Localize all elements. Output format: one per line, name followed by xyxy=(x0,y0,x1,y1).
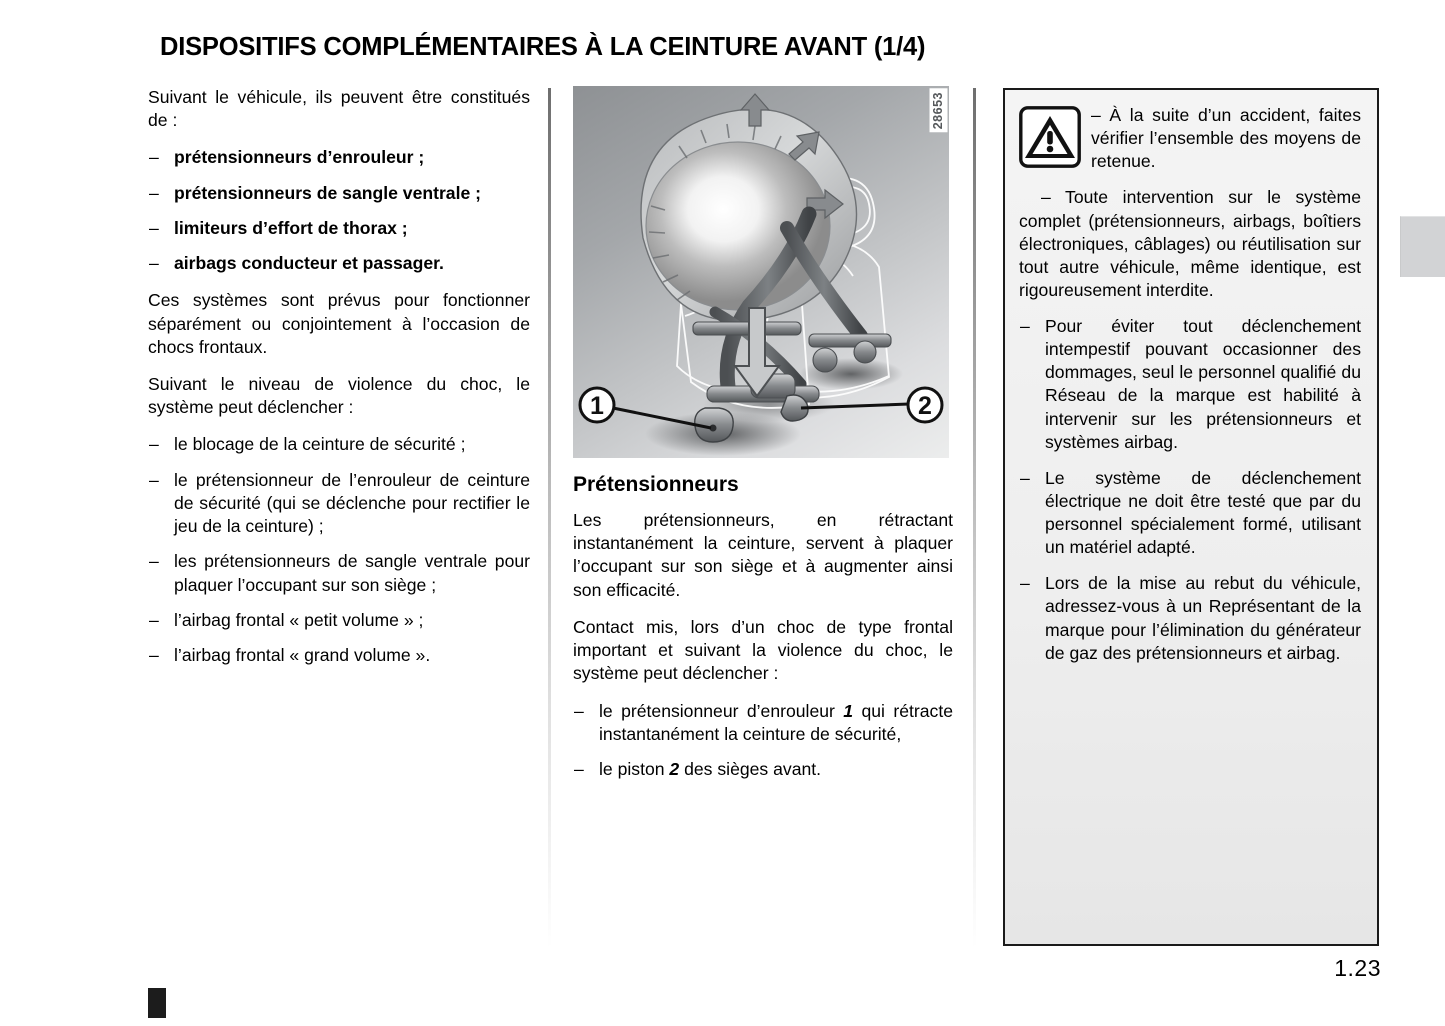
list-item-label: le blocage de la ceinture de sécurité ; xyxy=(174,434,466,455)
list-item-text-pre: le piston xyxy=(599,758,670,779)
callout-marker-1 xyxy=(580,388,614,422)
warning-box xyxy=(1003,88,1379,946)
column-divider-right xyxy=(973,88,976,948)
image-reference-number: 28653 xyxy=(930,88,948,132)
dash-marker: – xyxy=(149,551,159,572)
list-item xyxy=(573,700,953,746)
dash-marker: – xyxy=(149,217,159,238)
dash-marker: – xyxy=(149,182,159,203)
intro-paragraph: Suivant le véhicule, ils peuvent être constitués de : xyxy=(148,87,530,131)
list-item-label: les prétensionneurs de sangle ventrale pour plaquer l’occupant sur son siège ; xyxy=(174,551,530,595)
section-heading-pretensioners: Prétensionneurs xyxy=(573,473,739,496)
dash-marker: – xyxy=(1020,573,1030,594)
list-item-text-post: des sièges avant. xyxy=(679,758,822,779)
dash-marker: – xyxy=(574,758,584,779)
page-number: 1.23 xyxy=(1334,955,1381,981)
list-item xyxy=(573,758,953,781)
dash-marker: – xyxy=(574,700,584,721)
svg-text:2: 2 xyxy=(918,392,932,420)
pretensioners-paragraph-1: Les prétensionneurs, en rétractant instantanément la ceinture, servent à plaquer l’occupant sur son siège et à augmenter ainsi son efficacité. xyxy=(573,510,953,600)
list-item-label: l’airbag frontal « petit volume » ; xyxy=(174,609,424,630)
callout-marker-2 xyxy=(908,388,942,422)
middle-text-column xyxy=(573,473,953,795)
pretensioner-airbag-illustration xyxy=(573,86,949,458)
components-list xyxy=(148,146,530,275)
list-item xyxy=(1019,315,1361,454)
triggers-list xyxy=(148,433,530,667)
list-item-label: prétensionneurs de sangle ventrale ; xyxy=(174,182,482,203)
list-item-text-pre: le prétensionneur d’enrouleur xyxy=(599,700,844,721)
left-text-column xyxy=(148,86,530,681)
corner-registration-mark xyxy=(148,988,166,1018)
list-item xyxy=(148,217,530,240)
list-item-label: Pour éviter tout déclenchement intempestif pouvant occasionner des dommages, seul le personnel qualifié du Réseau de la marque est habilité à intervenir sur les prétensionneurs et systèmes airbag. xyxy=(1045,316,1361,452)
list-item xyxy=(148,550,530,596)
pretensioner-trigger-list xyxy=(573,700,953,782)
list-item-label: Lors de la mise au rebut du véhicule, adressez-vous à un Représentant de la marque pour l’élimination du générateur de gaz des prétensionneurs et airbag. xyxy=(1045,573,1361,663)
warning-first-block xyxy=(1019,104,1361,186)
dash-marker: – xyxy=(149,609,159,630)
warning-list xyxy=(1019,315,1361,665)
list-item-label: prétensionneurs d’enrouleur ; xyxy=(174,147,425,168)
list-item xyxy=(148,433,530,456)
callout-reference-1: 1 xyxy=(843,700,854,721)
warning-triangle-icon xyxy=(1019,106,1081,168)
violence-paragraph: Suivant le niveau de violence du choc, le système peut déclencher : xyxy=(148,373,530,418)
dash-marker: – xyxy=(149,434,159,455)
list-item xyxy=(148,644,530,667)
list-item-label: limiteurs d’effort de thorax ; xyxy=(174,217,408,238)
list-item xyxy=(148,252,530,275)
list-item-label: l’airbag frontal « grand volume ». xyxy=(174,644,431,665)
dash-marker: – xyxy=(1020,467,1030,488)
list-item-text-post: qui rétracte instantanément la ceinture de sécurité, xyxy=(599,700,953,744)
column-divider-left xyxy=(548,88,551,948)
svg-text:1: 1 xyxy=(590,392,604,420)
list-item xyxy=(148,469,530,539)
list-item xyxy=(148,146,530,169)
warning-item-first: – À la suite d’un accident, faites vérifier l’ensemble des moyens de retenue. xyxy=(1091,105,1361,172)
callout-reference-2: 2 xyxy=(669,758,680,779)
list-item-label: le prétensionneur de l’enrouleur de ceinture de sécurité (qui se déclenche pour rectifier le jeu de la ceinture) ; xyxy=(174,469,530,537)
section-edge-tab xyxy=(1400,216,1445,277)
pretensioners-paragraph-2: Contact mis, lors d’un choc de type frontal important et suivant la violence du choc, le système peut déclencher : xyxy=(573,616,953,684)
dash-marker: – xyxy=(149,469,159,490)
list-item xyxy=(1019,467,1361,560)
systems-paragraph: Ces systèmes sont prévus pour fonctionner séparément ou conjointement à l’occasion de chocs frontaux. xyxy=(148,290,530,357)
list-item xyxy=(148,182,530,205)
list-item xyxy=(148,609,530,632)
warning-item-second: – Toute intervention sur le système complet (prétensionneurs, airbags, boîtiers électroniques, câblages) ou réutilisation sur tout autre véhicule, même identique, est rigoureusement interdite. xyxy=(1019,187,1361,300)
dash-marker: – xyxy=(149,644,159,665)
page-title: DISPOSITIFS COMPLÉMENTAIRES À LA CEINTURE AVANT (1/4) xyxy=(160,33,926,61)
dash-marker: – xyxy=(149,147,159,168)
list-item xyxy=(1019,572,1361,665)
list-item-label: airbags conducteur et passager. xyxy=(174,253,444,274)
list-item-label: Le système de déclenchement électrique ne doit être testé que par du personnel spécialement formé, utilisant un matériel adapté. xyxy=(1045,467,1361,558)
dash-marker: – xyxy=(149,253,159,274)
dash-marker: – xyxy=(1020,316,1030,336)
illustration-graphic xyxy=(573,86,949,458)
